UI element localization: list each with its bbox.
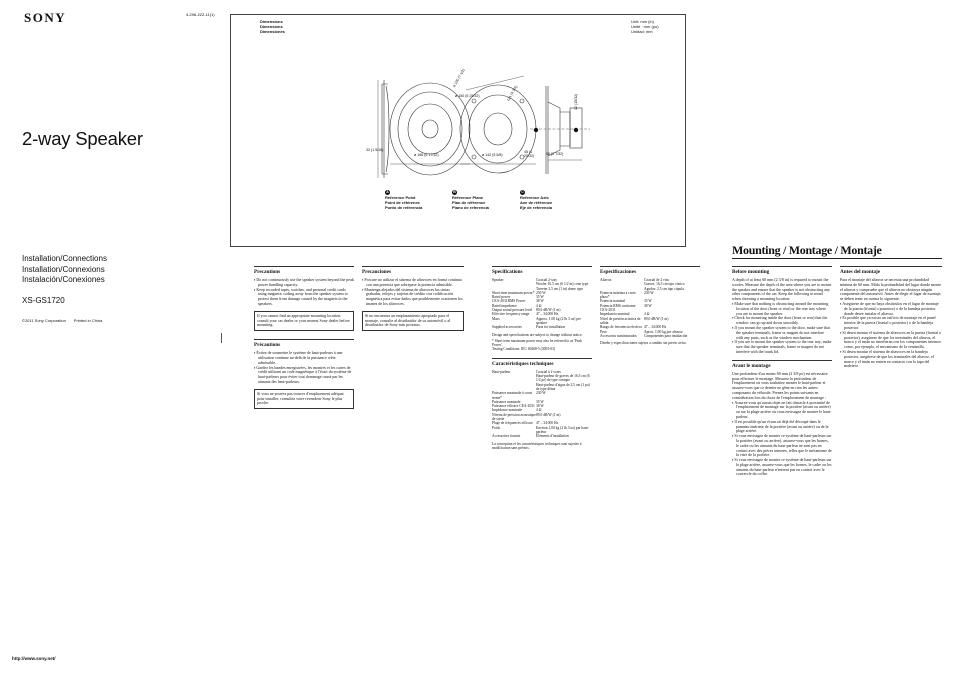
spec-key: Niveau de pression acoustique de sortie [492, 412, 536, 422]
install-lines [22, 254, 107, 286]
spec-key: Impedancia nominal [600, 312, 630, 317]
precauciones-column [362, 266, 464, 331]
before-mounting-item: ▪ Check for mounting inside the door (front or rear) that the window can go up and down smoothly. [732, 316, 832, 326]
spec-key: CEA-2031RMS Power [492, 299, 526, 304]
spec-value: 38 W [536, 404, 544, 409]
spec-value: Éléments d'installation [536, 434, 569, 439]
spec-value: 4 Ω [536, 303, 542, 308]
spec-value: 47 – 34.000 Hz [644, 325, 667, 330]
antes-montaje-list [840, 302, 942, 369]
specifications-table [492, 278, 592, 352]
spec-value: Coaxial 2-way Woofer 16.5 cm (6 1/2 in) cone type Tweeter 2.5 cm (1 in) dome type [536, 278, 589, 291]
dim-label-height: 121 (4 3/4) [506, 84, 519, 102]
dim-label-bolt-circle: ø 150 (5 29/32) [455, 94, 480, 98]
dim-heading-fr: Dimensions [260, 24, 283, 29]
caracteristiques-rule [492, 358, 592, 359]
spec-value: 89,0 dB/W (1 m) [644, 316, 669, 321]
website-link[interactable]: http://www.sony.net/ [12, 656, 56, 661]
precauciones-note: Si no encuentra un emplazamiento apropiado para el montaje, consulte al distribuidor de su automóvil o al distribuidor de Sony más próximo. [362, 311, 464, 331]
spec-key: Peso [600, 329, 607, 334]
precautions-list [254, 278, 354, 307]
unit-es: Unidad: mm [631, 29, 653, 34]
reference-c-fr: Axe de référence [520, 200, 553, 205]
before-mounting-column [732, 266, 832, 477]
antes-montaje-heading: Antes del montaje [840, 269, 881, 275]
reference-a [385, 190, 422, 210]
antes-montaje-item: ▪ Es posible que ya exista un orificio de montaje en el panel interior de la puerta (frontal o posterior) o de la bandeja posterior. [840, 316, 942, 330]
reference-b-fr: Plan de référence [452, 200, 486, 205]
antes-montaje-item: ▪ Asegúrese de que no haya obstáculos en el lugar de montaje de la puerta (frontal o posterior) o de la bandeja posterior donde desee instalar el altavoz. [840, 302, 942, 316]
side-profile-right [546, 86, 570, 174]
especificaciones-rule [600, 266, 700, 267]
spec-key: Accessoires fournis [492, 434, 521, 439]
dim-label-side-depth: 32 (1 5/16) [366, 148, 384, 152]
spec-key: Output sound pressure level [492, 308, 533, 313]
caracteristiques-footnote: La conception et les caractéristiques techniques sont sujettes à modification sans préavis. [492, 441, 582, 450]
precautions-item: ▪ Do not continuously use the speaker system beyond the peak power handling capacity. [254, 278, 354, 288]
model-number: XS-GS1720 [22, 296, 65, 305]
avant-montage-item: ▪ Si vous envisagez de monter ce système de haut-parleurs sur la plage arrière, assurez-vous que les bornes, le cadre ou les aimants du haut-parleur n'entrent pas en contact avec le couvercle du coffre. [732, 458, 832, 477]
install-line-en: Installation/Connections [22, 254, 107, 263]
spec-value: Parts for installation [536, 325, 566, 330]
avant-montage-list [732, 401, 832, 478]
precautions-fr-item: ▪ Évitez de soumettre le système de haut-parleurs à une utilisation continue au-delà de la puissance crête admissible. [254, 351, 354, 365]
spec-value: Coaxial de 2 vías Graves: 16,5 cm tipo cónico Agudos: 2,5 cm tipo cúpula [644, 278, 685, 291]
unit-fr: Unité : mm (po) [631, 24, 659, 29]
spec-row [492, 317, 592, 326]
precautions-column [254, 266, 354, 409]
precauciones-item: ▪ Mantenga alejados del sistema de altavoces las cintas grabadas, relojes y tarjetas de crédito con codificación magnética para evitar daños que posiblemente ocasionen los imanes de los altavoces. [362, 288, 464, 307]
precautions-fr-list [254, 351, 354, 385]
fold-mark [221, 333, 222, 343]
side-profile-left [382, 80, 389, 178]
dim-label-hole-dia: ø 142 (5 5/8) [482, 153, 503, 157]
antes-montaje-rule [840, 266, 942, 267]
spec-row [492, 278, 592, 291]
unit-en: Unit: mm (in) [631, 19, 654, 24]
reference-c-marker: C [521, 190, 524, 194]
caracteristiques-table [492, 370, 592, 450]
spec-value: Componentes para instalación [644, 333, 688, 338]
before-mounting-item: ▪ If you mount the speaker system to the door, make sure that the speaker terminals, frame or magnet do not interfere with any parts, such as the window mechanism. [732, 326, 832, 340]
spec-note: * Short term maximum power may also be referred to as 'Peak Power'. [492, 338, 582, 348]
spec-value: 47 – 34 000 Hz [536, 421, 559, 426]
dim-label-dia-2: ø 190 (7 1/2) [452, 68, 466, 88]
spec-value: 230 W [644, 290, 654, 295]
spec-key: Haut-parleur [492, 369, 511, 374]
copyright: ©2011 Sony Corporation [22, 318, 66, 323]
spec-key: Potencia RMS conforme CEA-2031 [600, 303, 636, 313]
reference-a-en: Reference Point [385, 195, 416, 200]
spec-value: 38 W [644, 303, 652, 308]
dim-label-front-dia: ø 166 (6 17/32) [414, 153, 439, 157]
printed-in: Printed in China [73, 318, 103, 323]
spec-row [492, 426, 592, 435]
especificaciones-footnote: Diseño y especificaciones sujetos a cambio sin previo aviso. [600, 341, 687, 346]
before-mounting-list [732, 302, 832, 355]
spec-value: 89,0 dB/W (1 m) [536, 412, 561, 417]
spec-key: Mass [492, 316, 500, 321]
reference-a-fr: Point de référence [385, 200, 420, 205]
spec-key: Poids [492, 425, 500, 430]
spec-value: 4 Ω [536, 408, 542, 413]
spec-key: Potencia nominal [600, 299, 626, 304]
especificaciones-heading: Especificaciones [600, 269, 637, 275]
install-line-fr: Installation/Connexions [22, 264, 105, 274]
precauciones-heading: Precauciones [362, 269, 392, 275]
before-mounting-text: A depth of at least 60 mm (2 3/8 in) is required to mount the woofer. Measure the depth of the area where you are to mount the speaker and ensure that the speaker is not obstructing any other components of the car. Keep the following in mind when choosing a mounting location: [732, 277, 832, 302]
reference-b-en: Reference Plane [452, 195, 484, 200]
dim-heading-en: Dimensions [260, 19, 283, 24]
specifications-heading: Specifications [492, 269, 523, 275]
spec-value: 230 W [536, 290, 546, 295]
spec-row [600, 317, 700, 326]
reference-c [520, 190, 552, 210]
avant-montage-item: ▪ Il est possible qu'un écran ait déjà été découpé dans le panneau intérieur de la portière (avant ou arrière) ou de la plage arrière. [732, 420, 832, 434]
reference-b-es: Plano de referencia [452, 205, 489, 210]
precautions-note: If you cannot find an appropriate mounting location, consult your car dealer or your nearest Sony dealer before mounting. [254, 311, 354, 331]
especificaciones-column [600, 266, 700, 345]
antes-montaje-item: ▪ Si desea montar el sistema de altavoces en la bandeja posterior, asegúrese de que los terminales del altavoz, el marco y el imán no entren en contacto con la tapa del maletero. [840, 350, 942, 369]
spec-row [600, 291, 700, 300]
spec-key: Supplied accessories [492, 325, 522, 330]
before-mounting-item: ▪ If you are to mount the speaker system to the rear tray, make sure that the speaker terminals, frame or magnet do not interfere with the trunk lid. [732, 340, 832, 354]
reference-b [452, 190, 489, 210]
spec-key: Rated power [492, 295, 511, 300]
spec-value: 35 W [536, 399, 544, 404]
spec-row [492, 413, 592, 422]
antes-montaje-item: ▪ Si desea montar el sistema de altavoces en la puerta (frontal o posterior), asegúrese de que los terminales del altavoz, el marco y el imán no interfieran con los componentes internos como, por ejemplo, el mecanismo de la ventanilla. [840, 331, 942, 350]
mounting-title-rule [732, 258, 942, 259]
before-mounting-heading: Before mounting [732, 269, 770, 275]
spec-row [600, 278, 700, 291]
reference-b-marker: B [453, 190, 456, 194]
front-view-inner [408, 104, 452, 154]
spec-row [600, 334, 700, 338]
spec-row [492, 434, 592, 438]
spec-footnote: Design and specifications are subject to change without notice. [492, 332, 583, 337]
precautions-fr-rule [254, 339, 354, 340]
spec-key: Plage de fréquences efficace [492, 421, 533, 426]
spec-key: Puissance nominale [492, 399, 521, 404]
spec-key: Nivel de presión acústica de salida [600, 316, 641, 325]
precautions-fr-item: ▪ Gardez les bandes enregistrées, les montres et les cartes de crédit utilisant un code magnétique à l'écart du système de haut-parleurs pour éviter tout dommage causé par les aimants des haut-parleurs. [254, 366, 354, 385]
avant-montage-heading: Avant le montage [732, 362, 771, 369]
spec-key: Short term maximum power* [492, 290, 535, 295]
avant-montage-text: Une profondeur d'au moins 60 mm (2 3/8 po) est nécessaire pour effectuer le montage. Mesurez la profondeur de l'emplacement où vous souhaitez monter le haut-parleur et assurez-vous que ce dernier ne gêne en rien les autres composants du véhicule. Prenez les points suivants en considération lors du choix de l'emplacement de montage : [732, 370, 828, 400]
spec-value: 89.0 dB/W (1 m) [536, 308, 561, 313]
footer-info [22, 318, 102, 323]
spec-value: 35 W [644, 299, 652, 304]
spec-key: Altavoz [600, 278, 612, 282]
front-view-cap [422, 120, 438, 138]
spec-value: Approx. 1.00 kg (2 lb 3 oz) per speaker [536, 316, 581, 325]
rear-view-magnet [484, 113, 512, 145]
spec-key: Rango de frecuencia efectiva [600, 325, 642, 330]
precautions-fr-note: Si vous ne pouvez pas trouver d'emplacement adéquat pour installer, consultez votre revendeur Sony le plus proche. [254, 389, 354, 409]
spec-note: Testing Conditions: IEC 60268-5 (2003-03) [492, 347, 556, 352]
spec-row [600, 304, 700, 313]
avant-montage-item: ▪ Assurez-vous qu'aucun objet ne fait obstacle à proximité de l'emplacement de montage sur la portière (avant ou arrière) ou sur la plage arrière où vous envisagez de monter le haut-parleur. [732, 401, 832, 420]
precautions-item: ▪ Keep recorded tapes, watches, and personal credit cards using magnetic coding away from the speaker system to protect them from damage caused by the magnets in the speakers. [254, 288, 354, 307]
precautions-rule [254, 266, 354, 267]
spec-value: 230 W [536, 391, 546, 396]
spec-value: 4 Ω [644, 312, 650, 317]
reference-a-marker: A [386, 190, 389, 194]
spec-value: Aprox. 1,00 kg por altavoz [644, 329, 683, 334]
specifications-column [492, 266, 592, 450]
spec-key: Speaker [492, 278, 504, 282]
reference-a-es: Punto de referencia [385, 205, 423, 210]
before-mounting-item: ▪ Make sure that nothing is obstructing around the mounting location of the door (front or rear) or the rear tray where you are to mount the speaker. [732, 302, 832, 316]
dim-label-side-angle: 45 (1 25/32) [524, 150, 535, 159]
avant-montage-rule [732, 360, 832, 361]
avant-montage-item: ▪ Si vous envisagez de monter ce système de haut-parleurs sur la portière (avant ou arrière), assurez-vous que les bornes, le cadre ou les aimants du haut-parleur ne sont pas en contact avec des pièces internes, telles que le mécanisme de la vitre de la portière. [732, 434, 832, 458]
dim-label-mount-depth: 56 (2 7/32) [546, 152, 564, 156]
part-number: 4-296-222-11(1) [186, 12, 215, 17]
spec-key: Puissance maximale à court terme* [492, 391, 533, 400]
precauciones-list [362, 278, 464, 307]
precautions-heading: Precautions [254, 269, 281, 275]
precauciones-item: ▪ Procure no utilizar el sistema de altavoces en forma continua con una potencia que sobrepase la potencia admisible. [362, 278, 464, 288]
spec-key: Puissance efficace CEA-2031 [492, 404, 535, 409]
spec-key: Accesorios suministrados [600, 333, 637, 338]
spec-key: Potencia máxima a corto plazo* [600, 290, 636, 300]
precautions-fr-heading: Précautions [254, 342, 281, 349]
caracteristiques-heading: Caractéristiques techniques [492, 360, 554, 367]
antes-montaje-text: Para el montaje del altavoz se necesita una profundidad mínima de 60 mm. Mida la profundidad del lugar donde monte el altavoz y compruebe que el altavoz no obstruya ningún componente del automóvil. Antes de elegir el lugar de montaje, se deben tener en cuenta lo siguiente: [840, 277, 942, 302]
spec-key: Impédance nominale [492, 408, 523, 413]
spec-value: Coaxial à 2 voies Haut-parleur de graves de 16,5 cm (6 1/2 po) de type conique Haut-parleur d'aigus de 2,5 cm (1 po) de type dôme [536, 369, 590, 391]
specifications-rule [492, 266, 592, 267]
reference-c-es: Eje de referencia [520, 205, 553, 210]
spec-value: Environ 1,00 kg (2 lb 3 oz) par haut-parleur [536, 425, 589, 434]
dim-label-other: 12 (15/32) [574, 93, 578, 110]
before-mounting-rule [732, 266, 832, 267]
spec-row [492, 325, 592, 329]
precauciones-rule [362, 266, 464, 267]
reference-c-en: Reference Axis [520, 195, 549, 200]
spec-value: 38 W [536, 299, 544, 304]
spec-row [492, 370, 592, 391]
spec-value: 35 W [536, 295, 544, 300]
spec-row [492, 391, 592, 400]
page-title: 2-way Speaker [22, 128, 143, 149]
dim-heading-es: Dimensiones [260, 29, 285, 34]
antes-montaje-column [840, 266, 942, 369]
spec-key: Effective frequency range [492, 312, 530, 317]
dimension-drawings [230, 14, 686, 247]
mounting-title: Mounting / Montage / Montaje [732, 243, 882, 257]
especificaciones-table [600, 278, 700, 345]
spec-value: 47 – 34,000 Hz [536, 312, 559, 317]
spec-key: Rated impedance [492, 303, 517, 308]
install-line-es: Instalación/Conexiones [22, 275, 105, 284]
brand-logo: SONY [24, 10, 67, 25]
